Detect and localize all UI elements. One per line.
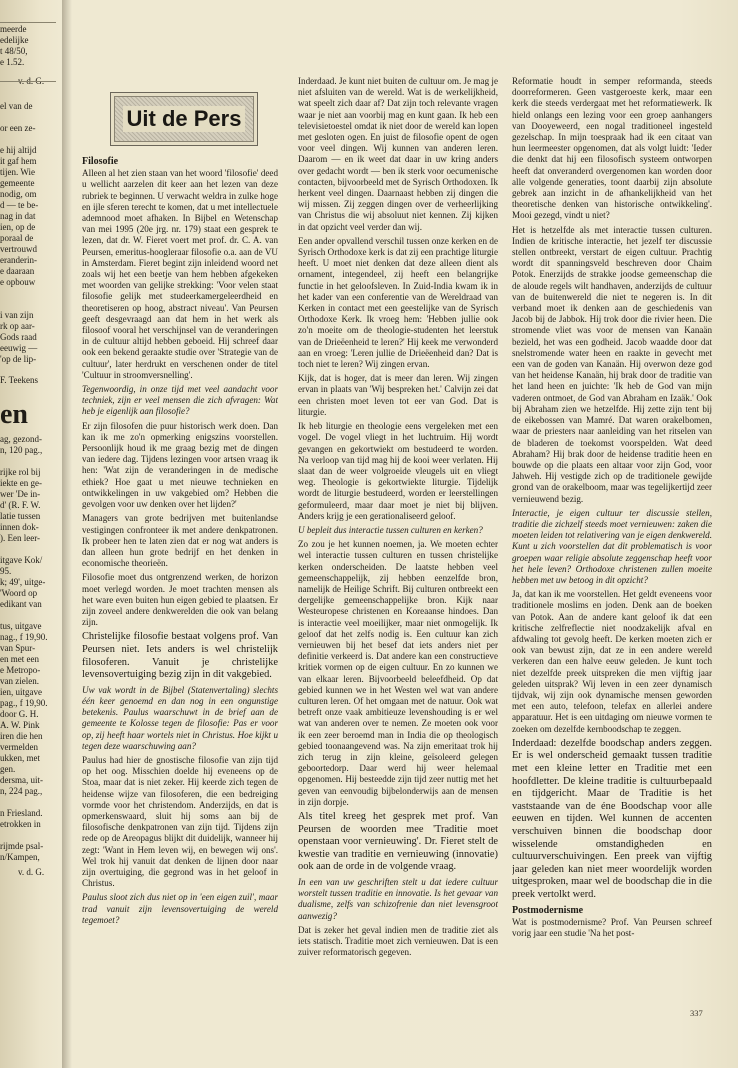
paragraph-large: Inderdaad: dezelfde boodschap anders zeggen. Er is wel onderscheid gemaakt tussen traditie met een kleine letter en Traditie met een hoofdletter. De kleine traditie is cultuurbepaald en tijdgericht. Maar de Traditie is het vaststaande van de éne Boodschap voor alle eeuwen en tijden. Wel kunnen de accenten verschuiven binnen die boodschap door wisselende omstandigheden en cultuurverschuivingen. Een preek van vijftig jaar geleden kan niet meer woordelijk worden uitgesproken, maar wel de boodschap die in die preek vertolkt werd.	[512, 737, 712, 900]
fragment-line: Gods raad	[0, 332, 37, 342]
fragment-line: 'op de lip-	[0, 354, 37, 364]
fragment-line: n, 224 pag.,	[0, 786, 43, 796]
section-title: Uit de Pers	[123, 106, 246, 132]
paragraph: Wat is postmodernisme? Prof. Van Peursen schreef vorig jaar een studie 'Na het post-	[512, 916, 712, 938]
fragment-group-a	[0, 101, 62, 288]
fragment-line: itgave Kok/	[0, 555, 43, 565]
page-gutter-shadow	[62, 0, 72, 1068]
fragment-line: k; 49', uitge-	[0, 577, 46, 587]
fragment-line: eranderin-	[0, 255, 37, 265]
article-column-1	[82, 154, 278, 994]
fragment-line: poraal de	[0, 233, 34, 243]
fragment-line: n/Kampen,	[0, 852, 40, 862]
fragment-line: e hij altijd	[0, 145, 37, 155]
left-fragment-column	[0, 0, 62, 1068]
fragment-line: rk op aar-	[0, 321, 35, 331]
fragment-line: e daaraan	[0, 266, 35, 276]
fragment-line: edikant van	[0, 599, 42, 609]
fragment-signature: v. d. G.	[18, 867, 45, 877]
fragment-line: eeuwig —	[0, 343, 38, 353]
fragment-line	[0, 797, 62, 808]
interview-question: Paulus sloot zich dus niet op in 'een eigen zuil', maar trad vanuit zijn levensovertuiging de wereld tegemoet?	[82, 892, 278, 925]
interview-question: Tegenwoordig, in onze tijd met veel aandacht voor techniek, zijn er veel mensen die zich afvragen: Wat heb je eigenlijk aan filosofie?	[82, 384, 278, 417]
fragment-line: vertrouwd	[0, 244, 37, 254]
paragraph: Alleen al het zien staan van het woord 'filosofie' deed u wellicht aarzelen dit keer aan het lezen van deze rubriek te beginnen. U verwacht weldra in zulke hoge en ijle sferen terecht te komen, dat u met intellectuele ademnood moet afhaken. In Bijbel en Wetenschap van mei 1995 (20e jrg. nr. 179) staat een gesprek te lezen, dat dr. W. Fieret voert met prof. dr. C. A. van Peursen, emeritus-hoogleraar filosofie o.a. aan de VU in Amsterdam. Fieret begint zijn inleidend woord net zoals wij het een beetje van hem hebben afgekeken met woorden van gelijke strekking: 'Voor velen staat filosofie gelijk met studeerkamergeleerdheid en theoretiseren op hoog, abstract niveau'. Van Peursen geeft desgevraagd aan dat hem in het werk als filosoof vooral het verschijnsel van de veranderingen in de cultuur altijd hebben geboeid. Hij schreef daar ook een bekend geraakte studie over 'Strategie van de cultuur', later herdrukt en verschenen onder de titel 'Cultuur in stroomversnelling'.	[82, 168, 278, 380]
paragraph-large: Als titel kreeg het gesprek met prof. Van Peursen de woorden mee 'Traditie moet openstaan voor vernieuwing'. Dr. Fieret stelt de kwestie van traditie en vernieuwing (innovatie) ook aan de orde in de volgende vraag.	[298, 811, 498, 873]
fragment-line: en met een	[0, 654, 39, 664]
fragment-line: pag., f 19,90.	[0, 698, 48, 708]
fragment-signature: F. Teekens	[0, 375, 38, 385]
fragment-line: t 48/50,	[0, 46, 28, 56]
fragment-line: d' (R. F. W.	[0, 500, 41, 510]
fragment-line: n, 120 pag.,	[0, 445, 43, 455]
fragment-line: meerde	[0, 24, 27, 34]
fragment-line: ien, op de	[0, 222, 36, 232]
fragment-line: ien, uitgave	[0, 687, 42, 697]
fragment-line: nag., f 19,90.	[0, 632, 48, 642]
fragment-line: vermelden	[0, 742, 38, 752]
fragment-line: ukken, met	[0, 753, 40, 763]
fragment-line: 'Woord op	[0, 588, 38, 598]
paragraph: Zo zou je het kunnen noemen, ja. We moeten echter wel interactie tussen culturen en tussen christelijke kerken onderscheiden. De laatste hebben veel gemeenschappelijk, zij hebben eenzelfde bron, namelijk de Heilige Schrift. Bij culturen ontbreekt een dergelijke gemeenschappelijke bron. Kijk naar Westeuropese christenen en Koreaanse hindoes. Dan is interactie veel moeilijker, maar niet onmogelijk. Ik geloof dat het zelfs nodig is. Een cultuur kan zich vernieuwen bij het besef dat iets anders niet per definitie verkeerd is. Dat andere kan een constructieve kritiek vormen op de eigen cultuur. En zo kunnen we van elkaar leren. Bijvoorbeeld beleefdheid. Op dat gebied kunnen we in het Westen wel wat van andere culturen leren. Of het omgaan met de natuur. Ook wat betreft onze vaak ambitieuze levenshouding is er wel wat van anderen over te nemen. Ze moeten ook voor ik een zeer beroemd man in India die op theologisch gebied toonaangevend was. Na zijn emeritaat trok hij zich terug in zijn kleine, geïsoleerd gelegen geboortedorp. Daar werd hij weer helemaal opgenomen. Hij besteedde zijn tijd zeer nuttig met het geven van eenvoudig bijbelonderwijs aan de mensen in zijn dorpje.	[298, 539, 498, 807]
fragment-line: innen dok-	[0, 522, 39, 532]
interview-question: In een van uw geschriften stelt u dat iedere cultuur worstelt tussen traditie en innovatie. Is het gevaar van dualisme, zelfs van schizofrenie dan niet levensgroot aanwezig?	[298, 876, 498, 921]
article-column-2	[298, 76, 498, 996]
fragment-line: latie tussen	[0, 511, 41, 521]
fragment-line: rijke rol bij	[0, 467, 41, 477]
fragment-line: ag, gezond-	[0, 434, 42, 444]
fragment-line: iren die hen	[0, 731, 43, 741]
fragment-signature: v. d. G.	[18, 76, 45, 86]
interview-question: Interactie, je eigen cultuur ter discussie stellen, traditie die zichzelf steeds moet vernieuwen: zaken die moeten leiden tot relativering van je eigen denkwereld. Kunt u zich voorstellen dat dit problematisch is voor groepen waar religie absolute zeggenschap heeft voor het hele leven? Orthodoxe christenen zullen moeite hebben met uw betoog in dit opzicht?	[512, 507, 712, 585]
fragment-line: e 1.52.	[0, 57, 25, 67]
fragment-line	[0, 610, 62, 621]
fragment-line: rijmde psal-	[0, 841, 44, 851]
fragment-group-c	[0, 434, 62, 863]
fragment-heading: en	[0, 400, 28, 430]
paragraph: Er zijn filosofen die puur historisch werk doen. Dan kan ik me zo'n opmerking enigszins voorstellen. Persoonlijk houd ik me graag bezig met de dingen van iedere dag. Tijdens lezingen voor artsen vraag ik hen: 'Wat zijn de veranderingen in de medische ethiek? Hoe gaat u met nieuwe technieken en ontwikkelingen in uw vakgebied om? Hebben die gevolgen voor uw denken over het lijden?'	[82, 420, 278, 510]
fragment-line: it gaf hem	[0, 156, 37, 166]
fragment-line: van Spur-	[0, 643, 36, 653]
fragment-line: i van zijn	[0, 310, 34, 320]
section-header-box	[110, 92, 258, 146]
fragment-line: door G. H.	[0, 709, 39, 719]
fragment-line: gen.	[0, 764, 16, 774]
paragraph: Filosofie moet dus ontgrenzend werken, de horizon moet verlegd worden. Je moet trachten mensen als het ware even buiten hun eigen gebied te plaatsen. Er zijn zoveel andere denkwerelden die ook van belang zijn.	[82, 572, 278, 628]
fragment-line: nodig, om	[0, 189, 37, 199]
paragraph: Ik heb liturgie en theologie eens vergeleken met een vogel. De vogel vliegt in het luchtruim. Hij wordt gevangen en gekortwiekt om bestudeerd te worden. Na verloop van tijd mag hij de kooi weer verlaten. Hij slaat dan de weer volgroeide vleugels uit en vliegt weg. Theologie is gekortwiekte liturgie. Tijdelijk wordt de liturgie bestudeerd, worden er leerstellingen geformuleerd, maar daar moet je niet bij blijven. Anders krijg je een gerationaliseerd geloof.	[298, 421, 498, 521]
fragment-box	[0, 22, 56, 82]
fragment-line: or een ze-	[0, 123, 36, 133]
paragraph: Managers van grote bedrijven met buitenlandse vestigingen confronteer ik met andere denkpatronen. Ik probeer hen te laten zien dat er nog wat anders is dan alleen hun grote bedrijf en het denken in economische theorieën.	[82, 513, 278, 569]
article-column-3	[512, 76, 712, 996]
fragment-line: wer 'De in-	[0, 489, 41, 499]
paragraph: Paulus had hier de gnostische filosofie van zijn tijd op het oog. Misschien doelde hij eveneens op de Stoa, maar dat is niet zeker. Hij keerde zich tegen de heidense wijze van filosoferen, die een bedreiging vormde voor het christendom. Anderzijds, en dat is opmerkenswaard, sluit hij soms aan bij de filosofische denkpatronen van zijn tijd. Tijdens zijn rede op de Areopagus blijkt dit duidelijk, wanneer hij zegt: 'Want in Hem leven wij, en bewegen wij ons'. Wel trok hij vanuit dat denken de lijnen door naar zijn overtuiging, die gegrond was in het geloof in Christus.	[82, 754, 278, 889]
fragment-line: tus, uitgave	[0, 621, 42, 631]
interview-question: Uw vak wordt in de Bijbel (Statenvertaling) slechts één keer genoemd en dan nog in een ongunstige betekenis. Paulus waarschuwt in de brief aan de gemeente te Kolosse tegen de filosofie: Pas er voor op, zij heeft haar wortels niet in Christus. Hoe kijkt u tegen deze waarschuwing aan?	[82, 684, 278, 751]
fragment-line: tijen. Wie	[0, 167, 35, 177]
fragment-line: iekte en ge-	[0, 478, 42, 488]
paragraph-large: Christelijke filosofie bestaat volgens prof. Van Peursen niet. Iets anders is wel christelijk filosoferen. Vanuit je christelijke levensovertuiging bezig zijn in dit vakgebied.	[82, 631, 278, 681]
fragment-group-b	[0, 310, 62, 365]
paragraph: Ja, dat kan ik me voorstellen. Het geldt eveneens voor traditionele moslims en joden. Denk aan de boeken van Potok. Aan de andere kant geloof ik dat een kritische zelfreflectie niet noodzakelijk afval en afdwaling tot gevolg heeft. De kerken moeten zich er ook van bewust zijn, dat ze in een andere wereld verkeren dan een halve eeuw geleden. Je kunt toch niet dezelfde preek uitspreken die men vijftig jaar geleden uitsprak? Wij leven in een zeer dynamisch tijdvak, wij zijn ook dynamische mensen geworden met een auto, telefoon, telefax en allerlei andere apparatuur. Het is een uitdaging om nieuwe vormen te zoeken om dezelfde kernboodschap te zeggen.	[512, 589, 712, 734]
fragment-line: van zielen.	[0, 676, 39, 686]
fragment-line	[0, 830, 62, 841]
paragraph: Het is hetzelfde als met interactie tussen culturen. Indien de kritische interactie, het jezelf ter discussie stellen ontbreekt, verstart de eigen cultuur. Prachtig wordt dit spanningsveld beschreven door Chaim Potok. Enerzijds de strakke joodse gemeenschap die de aloude regels wilt handhaven, anderzijds de cultuur van de buitenwereld die niet te negeren is. In dit verband moet ik denken aan de geschiedenis van Jacob bij de Jabbok. Hij trok door die rivier heen. Die stromende vliet was voor de mensen van Kanaän bezield, het was een godheid. Jacob waadde door dat snelstromende water heen en raakte in gevecht met een van de goden van Kanaän. Hij overwon deze god van het heidense Kanaän, hij brak door de traditie van het land heen en juichte: 'Ik heb de God van mijn vaderen ontmoet, de God van Abraham en Izaäk.' Ook bij Abraham zien we hetzelfde. Hij zette zijn tent bij de eikebossen van Mamré. Dat waren orakelbomen, waar de priesters naar aanleiding van het ritselen van de bladeren de toekomst voorspelden. Wat deed Abraham? Hij brak door de heidense traditie heen en bouwde op die plaats een altaar voor zijn God, voor Jahweh. Hij vestigde zich op de traditionele gewijde grond van de orakelboom, maar was tegelijkertijd zeer vernieuwend bezig.	[512, 224, 712, 504]
fragment-line: n Friesland.	[0, 808, 43, 818]
fragment-line: etrokken in	[0, 819, 41, 829]
fragment-line: dersma, uit-	[0, 775, 43, 785]
paragraph: Inderdaad. Je kunt niet buiten de cultuur om. Je mag je niet afsluiten van de wereld. Wat is de werkelijkheid, wat speelt zich daar af? Dat zijn toch relevante vragen waar je niet aan voorbij mag en kunt gaan. Ik heb een televisietoestel omdat ik niet door de wereld kan lopen met gesloten ogen. En juist de filosofie opent de ogen voor veel dingen. Wij kunnen van anderen leren. Daarom — en ik weet dat daar in uw kring anders over gedacht wordt — ben ik sterk voor oecumenische contacten, bijvoorbeeld met de Syrisch Orthodoxen. Ik herkent veel dingen. Daarnaast hebben zij dingen die wij missen. Zij zeggen dingen over de verheerlijking van Christus die wij absoluut niet kennen. Zij kijken in dat opzicht veel verder dan wij.	[298, 76, 498, 232]
fragment-line: e opbouw	[0, 277, 36, 287]
fragment-line: e Metropo-	[0, 665, 41, 675]
paragraph: Een ander opvallend verschil tussen onze kerken en de Syrisch Orthodoxe kerk is dat zij een prachtige liturgie heeft. U moet niet denken dat deze alleen dient als ornament, integendeel, zij heeft een belangrijke functie in het geloofsleven. In Zuid-India kwam ik in het kader van een conferentie van de Wereldraad van Kerken in contact met een geestelijke van de Syrisch Orthodoxe Kerk. Ik vroeg hem: 'Hebben jullie ook zo'n moeite om de theologie-studenten het leerstuk van de Drieëenheid te leren?' Hij keek me verwonderd aan en vroeg: 'Leren jullie de Drieëenheid dan? Dat is toch niet te leren? Wij zingen ervan.	[298, 235, 498, 370]
fragment-line: d — te be-	[0, 200, 39, 210]
fragment-line: 95.	[0, 566, 12, 576]
fragment-line: gemeente	[0, 178, 35, 188]
paragraph: Kijk, dat is hoger, dat is meer dan leren. Wij zingen ervan in plaats van 'Wij bespreken het.' Calvijn zei dat een christen moet leven tot eer van God. Dat is liturgie.	[298, 373, 498, 417]
paragraph: Dat is zeker het geval indien men de traditie ziet als iets statisch. Traditie moet zich vernieuwen. Dat is een zuiver reformatorisch gegeven.	[298, 924, 498, 958]
fragment-line	[0, 544, 62, 555]
subheading-postmodernisme: Postmodernisme	[512, 904, 584, 916]
fragment-line: ). Een leer-	[0, 533, 41, 543]
subheading-filosofie: Filosofie	[82, 156, 119, 167]
fragment-line	[0, 456, 62, 467]
fragment-line: nag in dat	[0, 211, 36, 221]
interview-question: U bepleit dus interactie tussen culturen en kerken?	[298, 524, 483, 535]
page-number: 337	[690, 1008, 703, 1018]
fragment-line	[0, 134, 62, 145]
fragment-line: A. W. Pink	[0, 720, 40, 730]
section-header-pattern	[114, 96, 254, 142]
fragment-line	[0, 112, 62, 123]
fragment-line: edelijke	[0, 35, 29, 45]
paragraph: Reformatie houdt in semper reformanda, steeds doorreformeren. Geen vastgeroeste kerk, maar een kerk die steeds verdergaat met het reformatiewerk. Ik hield onlangs een lezing voor een groep aanhangers van Dooyeweerd, een nogal traditioneel ingesteld gezelschap. In mijn toespraak had ik een citaat van hun leermeester opgenomen, dat als volgt luidt: 'Ieder die denkt dat hij een filosofisch systeem ontworpen heeft dat onveranderd overgenomen kan worden door alle volgende generaties, toont daarbij zijn absolute gebrek aan inzicht in de afhankelijkheid van het theoretische denken van historische ontwikkeling'. Mooi gezegd, vindt u niet?	[512, 76, 712, 221]
fragment-line: el van de	[0, 101, 33, 111]
